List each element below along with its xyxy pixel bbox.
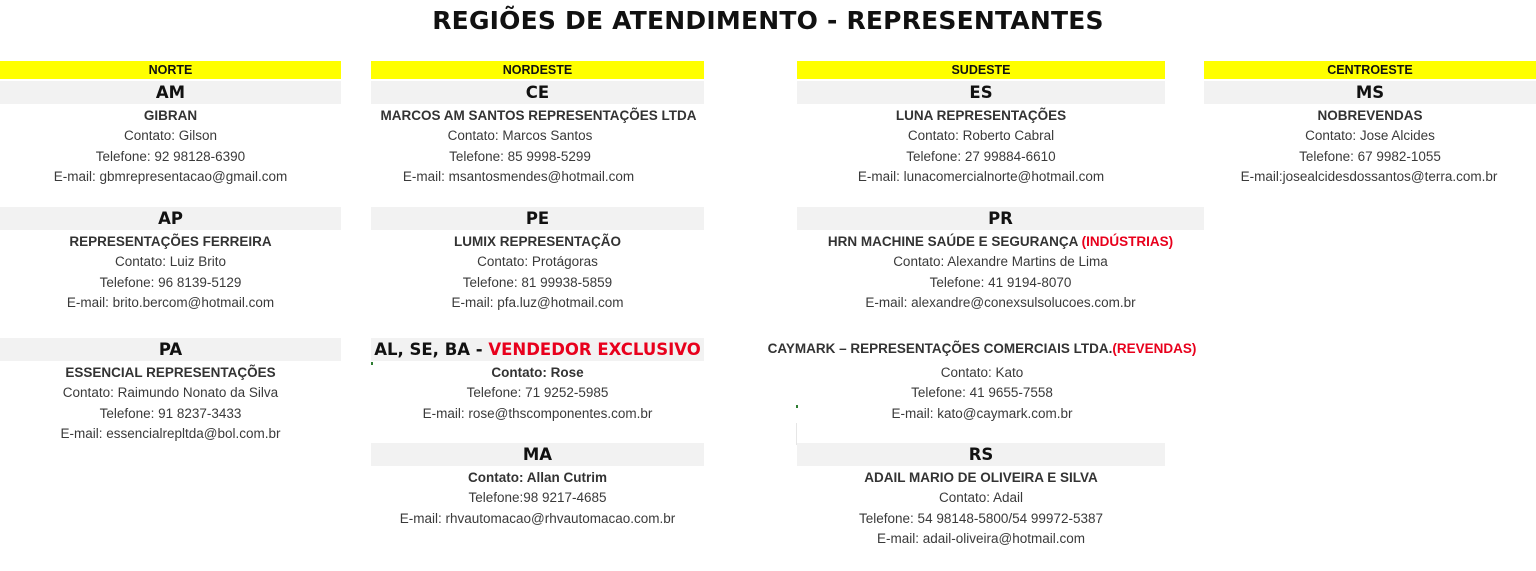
state-block-am <box>0 81 341 187</box>
contact-name: Contato: Luiz Brito <box>114 254 227 270</box>
pr-second-representative <box>760 338 1204 424</box>
page-title: REGIÕES DE ATENDIMENTO - REPRESENTANTES <box>432 6 1104 35</box>
state-label: PE <box>371 207 704 230</box>
contact-name: Contato: Raimundo Nonato da Silva <box>62 385 279 401</box>
cell-marker <box>796 405 798 408</box>
state-label: CE <box>371 81 704 104</box>
company-name: LUMIX REPRESENTAÇÃO <box>453 234 621 249</box>
email-address: E-mail: alexandre@conexsulsolucoes.com.br <box>865 294 1136 310</box>
industries-tag: (INDÚSTRIAS) <box>1081 234 1174 249</box>
email-address: E-mail: rose@thscomponentes.com.br <box>422 405 653 421</box>
region-header-sudeste: SUDESTE <box>797 61 1165 79</box>
phone-number: Telefone:98 9217-4685 <box>468 490 607 506</box>
state-label <box>371 338 704 361</box>
state-block-rs <box>797 443 1204 549</box>
email-address: E-mail: gbmrepresentacao@gmail.com <box>53 168 288 184</box>
contact-name: Contato: Jose Alcides <box>1305 128 1435 144</box>
contact-name: Contato: Allan Cutrim <box>468 470 607 485</box>
contact-name: Contato: Rose <box>491 365 584 380</box>
phone-number: Telefone: 54 98148-5800/54 99972-5387 <box>859 510 1103 526</box>
state-label: RS <box>797 443 1165 466</box>
state-label: AM <box>0 81 341 104</box>
company-name <box>797 232 1204 252</box>
company-name: ESSENCIAL REPRESENTAÇÕES <box>65 365 276 380</box>
phone-number: Telefone: 85 9998-5299 <box>449 148 591 164</box>
region-header-norte: NORTE <box>0 61 341 79</box>
company-name: LUNA REPRESENTAÇÕES <box>895 108 1067 123</box>
email-address: E-mail: brito.bercom@hotmail.com <box>66 294 275 310</box>
phone-number: Telefone: 92 98128-6390 <box>95 148 246 164</box>
contact-name: Contato: Adail <box>938 490 1024 506</box>
state-block-pe <box>371 207 704 313</box>
state-label: MS <box>1204 81 1536 104</box>
state-block-ce <box>371 81 704 187</box>
company-name: ADAIL MARIO DE OLIVEIRA E SILVA <box>864 470 1098 485</box>
state-codes: AL, SE, BA - <box>374 340 489 359</box>
email-address: E-mail:josealcidesdossantos@terra.com.br <box>1240 168 1498 184</box>
phone-number: Telefone: 71 9252-5985 <box>466 385 609 401</box>
company-name: MARCOS AM SANTOS REPRESENTAÇÕES LTDA <box>380 108 697 123</box>
company-name: REPRESENTAÇÕES FERREIRA <box>69 234 272 249</box>
cell-marker <box>371 362 373 365</box>
phone-number: Telefone: 41 9655-7558 <box>911 385 1053 401</box>
email-address: E-mail: lunacomercialnorte@hotmail.com <box>857 168 1105 184</box>
email-address: E-mail: essencialrepltda@bol.com.br <box>60 425 281 441</box>
state-label: MA <box>371 443 704 466</box>
company-name: GIBRAN <box>143 108 198 123</box>
state-block-ma <box>371 443 704 529</box>
phone-number: Telefone: 67 9982-1055 <box>1299 148 1441 164</box>
state-block-al-se-ba <box>371 338 704 424</box>
cell-border <box>796 423 797 445</box>
phone-number: Telefone: 27 99884-6610 <box>906 148 1056 164</box>
contact-name: Contato: Roberto Cabral <box>907 128 1055 144</box>
email-address: E-mail: kato@caymark.com.br <box>891 405 1073 421</box>
state-label: PR <box>797 207 1204 230</box>
phone-number: Telefone: 96 8139-5129 <box>99 274 242 290</box>
company-name: NOBREVENDAS <box>1317 108 1423 123</box>
state-label: AP <box>0 207 341 230</box>
state-block-pa <box>0 338 341 444</box>
email-address: E-mail: msantosmendes@hotmail.com <box>402 168 635 184</box>
state-block-ap <box>0 207 341 313</box>
region-header-centroeste: CENTROESTE <box>1204 61 1536 79</box>
phone-number: Telefone: 81 99938-5859 <box>462 274 613 290</box>
state-label: PA <box>0 338 341 361</box>
state-block-es <box>797 81 1165 187</box>
contact-name: Contato: Protágoras <box>477 254 598 270</box>
resellers-tag: (REVENDAS) <box>1112 341 1197 356</box>
phone-number: Telefone: 41 9194-8070 <box>929 274 1072 290</box>
company-name <box>760 338 1204 360</box>
contact-name: Contato: Gilson <box>123 128 218 144</box>
state-label: ES <box>797 81 1165 104</box>
state-block-pr <box>797 207 1204 313</box>
contact-name: Contato: Alexandre Martins de Lima <box>893 254 1108 270</box>
state-block-ms <box>1204 81 1536 187</box>
company-name-text: HRN MACHINE SAÚDE E SEGURANÇA <box>827 234 1082 249</box>
email-address: E-mail: rhvautomacao@rhvautomacao.com.br <box>399 510 676 526</box>
email-address: E-mail: pfa.luz@hotmail.com <box>451 294 624 310</box>
phone-number: Telefone: 91 8237-3433 <box>99 405 242 421</box>
exclusive-seller-tag: VENDEDOR EXCLUSIVO <box>488 340 701 359</box>
contact-name: Contato: Marcos Santos <box>447 128 593 144</box>
company-name-text: CAYMARK – REPRESENTAÇÕES COMERCIAIS LTDA. <box>767 341 1113 356</box>
contact-name: Contato: Kato <box>940 365 1024 380</box>
email-address: E-mail: adail-oliveira@hotmail.com <box>876 530 1086 546</box>
region-header-nordeste: NORDESTE <box>371 61 704 79</box>
